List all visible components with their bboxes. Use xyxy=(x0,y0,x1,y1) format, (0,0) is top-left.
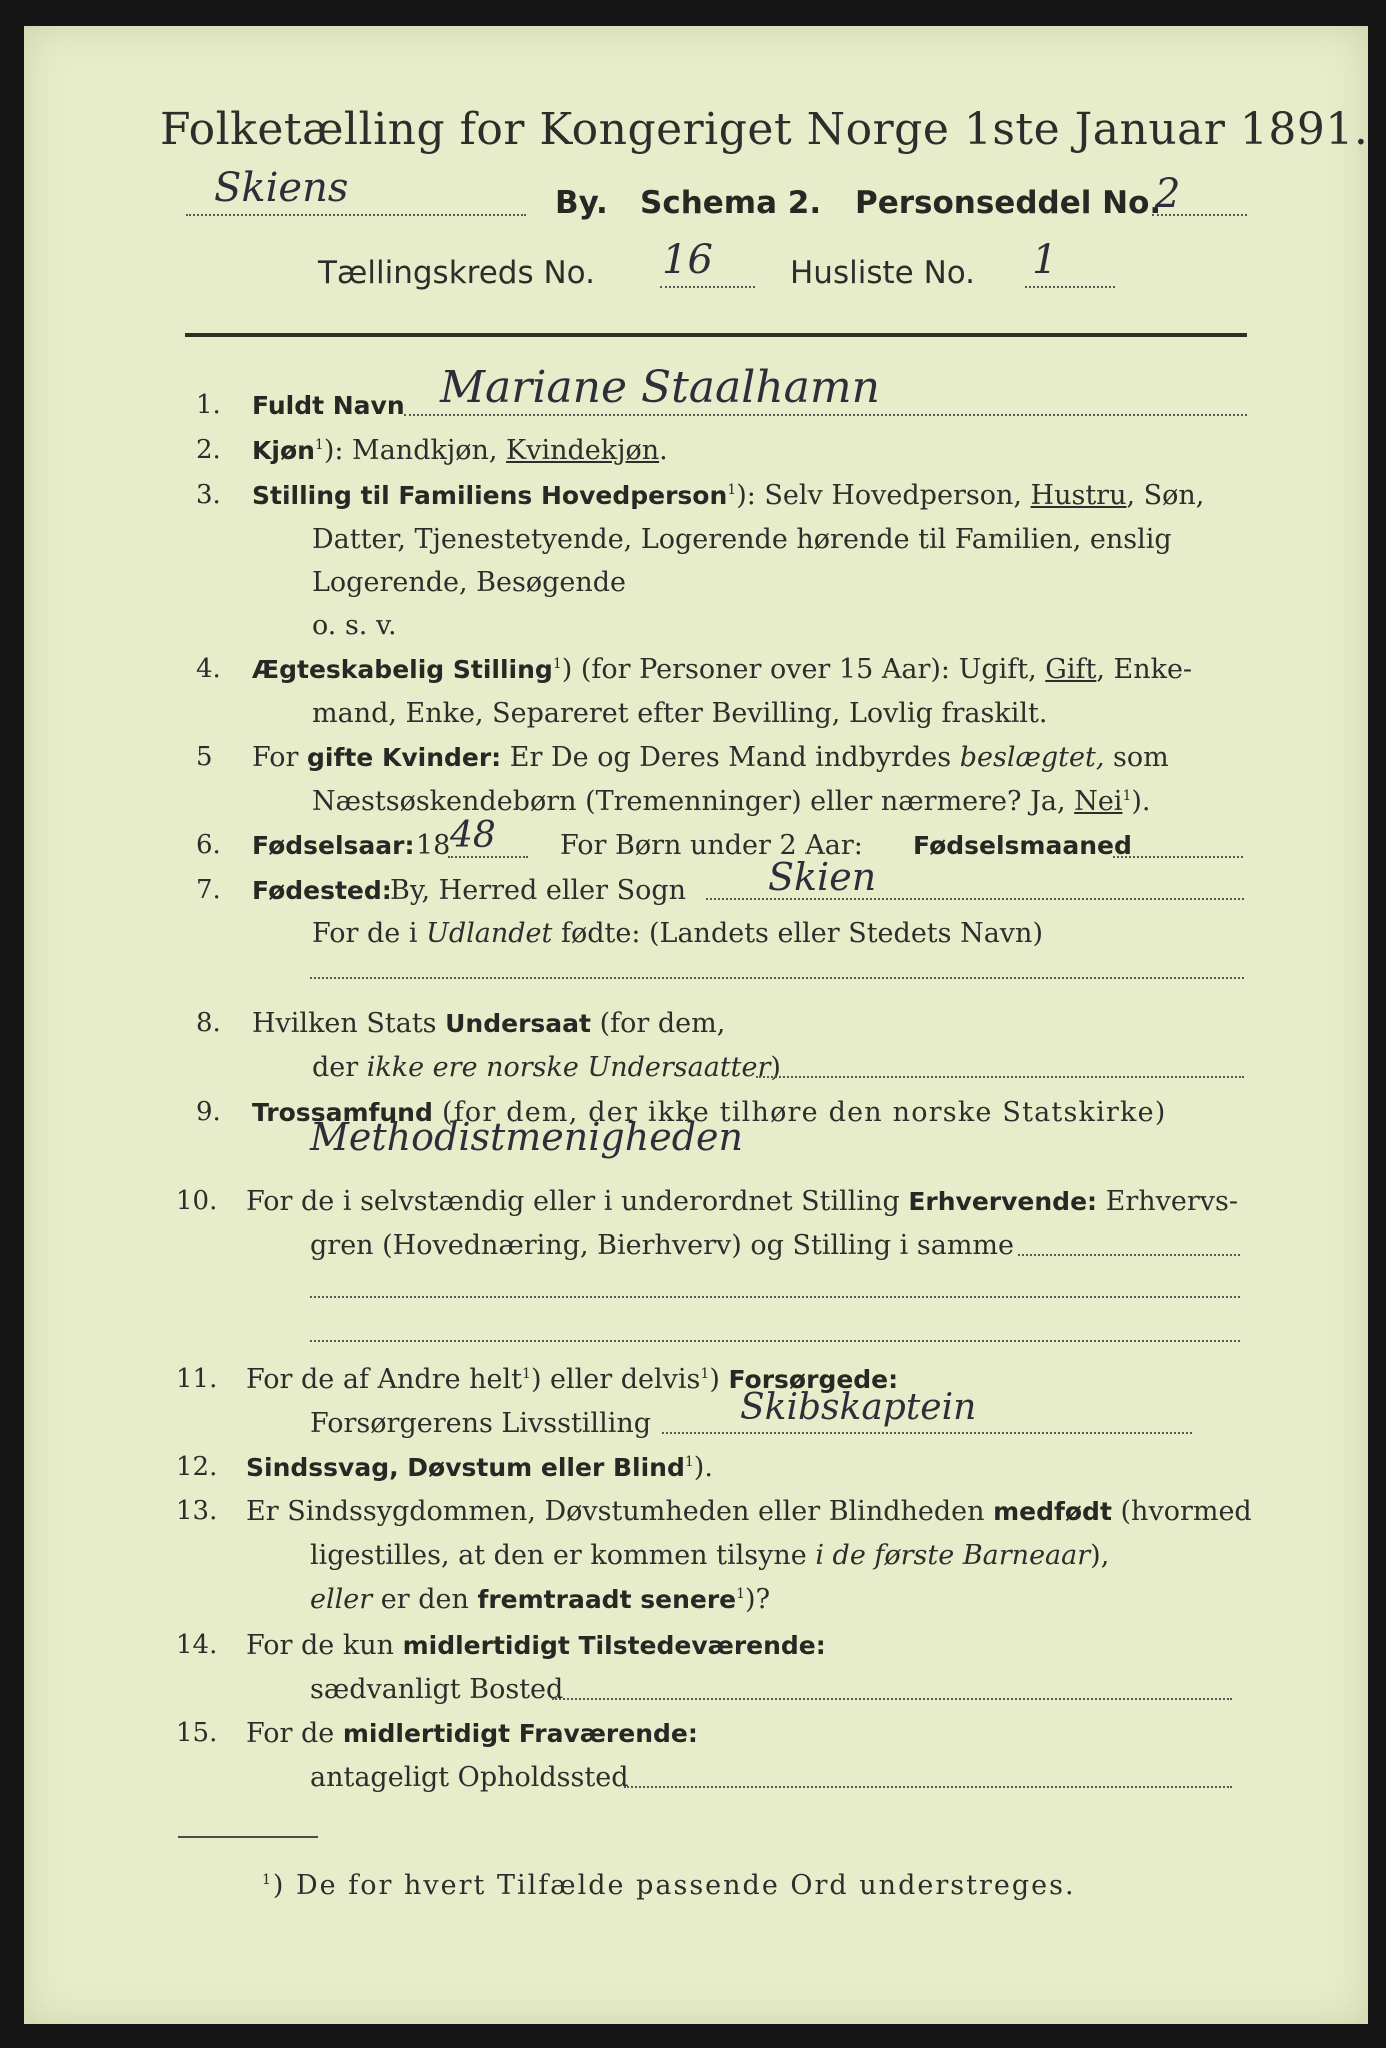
q14-label: midlertidigt Tilstedeværende: xyxy=(402,1631,826,1660)
q10-line2-dots xyxy=(1018,1254,1240,1256)
q4-line1 xyxy=(252,656,1192,683)
q12-post: ). xyxy=(693,1452,713,1483)
q7-answer-place: Skien xyxy=(768,855,877,899)
q13-line1 xyxy=(246,1498,1252,1525)
q4-number: 4. xyxy=(196,654,221,684)
q15-label: midlertidigt Fraværende: xyxy=(342,1719,698,1748)
q2-text xyxy=(252,437,668,464)
q7-line2-dots xyxy=(310,977,1244,979)
q4-line2: mand, Enke, Separeret efter Bevilling, Lovlig fraskilt. xyxy=(312,698,1048,729)
q14-pre: For de kun xyxy=(246,1630,394,1661)
q5-number: 5 xyxy=(196,742,213,772)
q8-line1-a: Hvilken Stats xyxy=(252,1008,437,1039)
q13-line2-a: ligestilles, at den er kommen tilsyne xyxy=(310,1540,807,1571)
q13-line3-bold: fremtraadt senere xyxy=(477,1585,737,1614)
footnote-sup: 1 xyxy=(262,1872,273,1888)
q13-number: 13. xyxy=(176,1496,218,1526)
q12-number: 12. xyxy=(176,1452,218,1482)
kreds-line xyxy=(660,286,755,288)
q9-answer-faith: Methodistmenigheden xyxy=(310,1115,743,1159)
q8-line xyxy=(756,1076,1244,1078)
q7-text: By, Herred eller Sogn xyxy=(390,875,686,906)
q13-line3-a: er den xyxy=(380,1584,469,1615)
q3-line1 xyxy=(252,482,1204,509)
q11-bold: Forsørgede: xyxy=(728,1365,899,1394)
q3-line2: Datter, Tjenestetyende, Logerende hørende til Familien, enslig xyxy=(312,524,1172,555)
q5-underlined: Nei xyxy=(1074,786,1123,817)
q5-line1-a: Er De og Deres Mand indbyrdes xyxy=(509,742,952,773)
q8-number: 8. xyxy=(196,1008,221,1038)
q11-number: 11. xyxy=(176,1364,218,1394)
q15-line xyxy=(624,1786,1232,1788)
q12-label: Sindssvag, Døvstum eller Blind xyxy=(246,1453,685,1482)
city-line xyxy=(186,214,526,216)
q8-italic: ikke ere norske Undersaatter xyxy=(366,1052,771,1083)
q6-label2: Fødselsmaaned xyxy=(913,831,1132,860)
q6-number: 6. xyxy=(196,830,221,860)
q11-sup-a: 1 xyxy=(522,1366,531,1382)
city-handwritten: Skiens xyxy=(214,165,349,211)
kreds-number: 16 xyxy=(662,237,713,283)
q5-line2-b: ). xyxy=(1131,786,1151,817)
q4-label: Ægteskabelig Stilling xyxy=(252,655,553,684)
q5-sup: 1 xyxy=(1122,788,1132,804)
q13-line1-a: Er Sindssygdommen, Døvstumheden eller Blindheden xyxy=(246,1496,985,1527)
q6-month-line xyxy=(1113,856,1243,858)
q5-italic: beslægtet, xyxy=(959,742,1105,773)
husliste-label: Husliste No. xyxy=(790,255,976,291)
q13-sup: 1 xyxy=(736,1586,746,1602)
footnote-rule xyxy=(178,1836,318,1838)
q5-line2 xyxy=(312,788,1151,815)
q7-line2 xyxy=(312,920,1043,947)
form-title: Folketælling for Kongeriget Norge 1ste Januar 1891. xyxy=(160,104,1369,155)
q10-line1-b: Erhvervs- xyxy=(1105,1186,1239,1217)
q10-number: 10. xyxy=(176,1186,218,1216)
q8-line2-a: der xyxy=(312,1052,359,1083)
q6-year-line xyxy=(448,856,528,858)
q11-line xyxy=(662,1432,1192,1434)
q1-label: Fuldt Navn xyxy=(252,391,405,420)
husliste-line xyxy=(1025,286,1115,288)
personseddel-label: Personseddel No. xyxy=(855,185,1162,221)
q5-line2-a: Næstsøskendebørn (Tremenninger) eller nærmere? Ja, xyxy=(312,786,1066,817)
q8-bold: Undersaat xyxy=(445,1009,591,1038)
q11-line1-a: For de af Andre helt xyxy=(246,1364,523,1395)
q13-line2 xyxy=(310,1542,1109,1569)
q14-line1 xyxy=(246,1632,826,1659)
schema-label: Schema 2. xyxy=(640,185,822,221)
q4-line1-a: ) (for Personer over 15 Aar): Ugift, xyxy=(561,654,1037,685)
q2-label: Kjøn xyxy=(252,436,315,465)
q10-line1-a: For de i selvstændig eller i underordnet Stilling xyxy=(246,1186,900,1217)
q11-sup-b: 1 xyxy=(700,1366,710,1382)
q11-line2: Forsørgerens Livsstilling xyxy=(310,1408,652,1439)
q14-number: 14. xyxy=(176,1630,218,1660)
q8-line2 xyxy=(312,1054,781,1081)
q12-sup: 1 xyxy=(684,1454,694,1470)
q13-line1-b: (hvormed xyxy=(1120,1496,1252,1527)
q6-mid: For Børn under 2 Aar: xyxy=(560,830,863,861)
q15-number: 15. xyxy=(176,1718,218,1748)
q2-pre: ): Mandkjøn, xyxy=(323,435,498,466)
q15-line2: antageligt Opholdssted xyxy=(310,1762,629,1793)
q3-line1-b: , Søn, xyxy=(1126,480,1205,511)
q5-pre: For xyxy=(252,742,299,773)
q12-line xyxy=(246,1454,713,1481)
q1-line xyxy=(404,414,1247,416)
footnote-text: ) De for hvert Tilfælde passende Ord understreges. xyxy=(272,1870,1076,1901)
q3-label: Stilling til Familiens Hovedperson xyxy=(252,481,728,510)
q3-line4: o. s. v. xyxy=(312,610,397,641)
q4-sup: 1 xyxy=(552,656,562,672)
q11-line1-c: ) xyxy=(709,1364,720,1395)
q8-line2-b: ) xyxy=(770,1052,781,1083)
q10-line3-dots xyxy=(310,1296,1240,1298)
q6-year-prefix: 18 xyxy=(416,830,451,861)
q11-line1-b: ) eller delvis xyxy=(530,1364,701,1395)
kreds-label: Tællingskreds No. xyxy=(318,255,595,291)
q13-line3-b: )? xyxy=(745,1584,771,1615)
by-label: By. xyxy=(555,185,608,221)
q1-number: 1. xyxy=(196,390,221,420)
header-rule xyxy=(185,333,1247,337)
q2-underlined: Kvindekjøn xyxy=(506,435,660,466)
q6-year-handwritten: 48 xyxy=(450,815,496,856)
q1-answer-name: Mariane Staalhamn xyxy=(440,362,880,413)
q3-line3: Logerende, Besøgende xyxy=(312,567,626,598)
q3-line1-a: ): Selv Hovedperson, xyxy=(736,480,1022,511)
q15-line1 xyxy=(246,1720,698,1747)
q11-answer-occupation: Skibskaptein xyxy=(740,1387,977,1428)
q9-label: Trossamfund xyxy=(252,1098,433,1127)
q2-number: 2. xyxy=(196,435,221,465)
q9-number: 9. xyxy=(196,1097,221,1127)
q4-underlined: Gift xyxy=(1045,654,1097,685)
q8-line1 xyxy=(252,1010,725,1037)
q2-sup: 1 xyxy=(314,437,324,453)
q10-line1 xyxy=(246,1188,1238,1215)
q7-line2-b: fødte: (Landets eller Stedets Navn) xyxy=(560,918,1043,949)
q7-line2-a: For de i xyxy=(312,918,418,949)
husliste-number: 1 xyxy=(1032,237,1058,283)
q6-label: Fødselsaar: xyxy=(252,831,415,860)
q14-line xyxy=(552,1698,1232,1700)
q8-line1-b: (for dem, xyxy=(599,1008,726,1039)
q10-line2: gren (Hovednæring, Bierhverv) og Stilling i samme xyxy=(310,1230,1015,1261)
q13-bold: medfødt xyxy=(993,1497,1112,1526)
q5-line1 xyxy=(252,744,1169,771)
q10-bold: Erhvervende: xyxy=(908,1187,1098,1216)
q5-label: gifte Kvinder: xyxy=(307,743,502,772)
q13-line3-italic: eller xyxy=(310,1584,373,1615)
q15-pre: For de xyxy=(246,1718,335,1749)
q4-line1-b: , Enke- xyxy=(1096,654,1193,685)
q13-line3 xyxy=(310,1586,770,1613)
q3-underlined: Hustru xyxy=(1030,480,1127,511)
q2-post: . xyxy=(659,435,668,466)
q3-number: 3. xyxy=(196,480,221,510)
personseddel-number: 2 xyxy=(1155,171,1181,217)
q14-line2: sædvanligt Bosted xyxy=(310,1674,564,1705)
q5-line1-b: som xyxy=(1113,742,1169,773)
q10-line4-dots xyxy=(310,1340,1240,1342)
q3-sup: 1 xyxy=(727,482,737,498)
q7-number: 7. xyxy=(196,875,221,905)
q7-label: Fødested: xyxy=(252,876,392,905)
q13-italic: i de første Barneaar xyxy=(815,1540,1091,1571)
footnote xyxy=(262,1872,1076,1899)
q9-text: (for dem, der ikke tilhøre den norske Statskirke) xyxy=(442,1097,1167,1128)
q7-italic: Udlandet xyxy=(426,918,553,949)
personseddel-line xyxy=(1152,214,1247,216)
q13-line2-b: ), xyxy=(1090,1540,1110,1571)
